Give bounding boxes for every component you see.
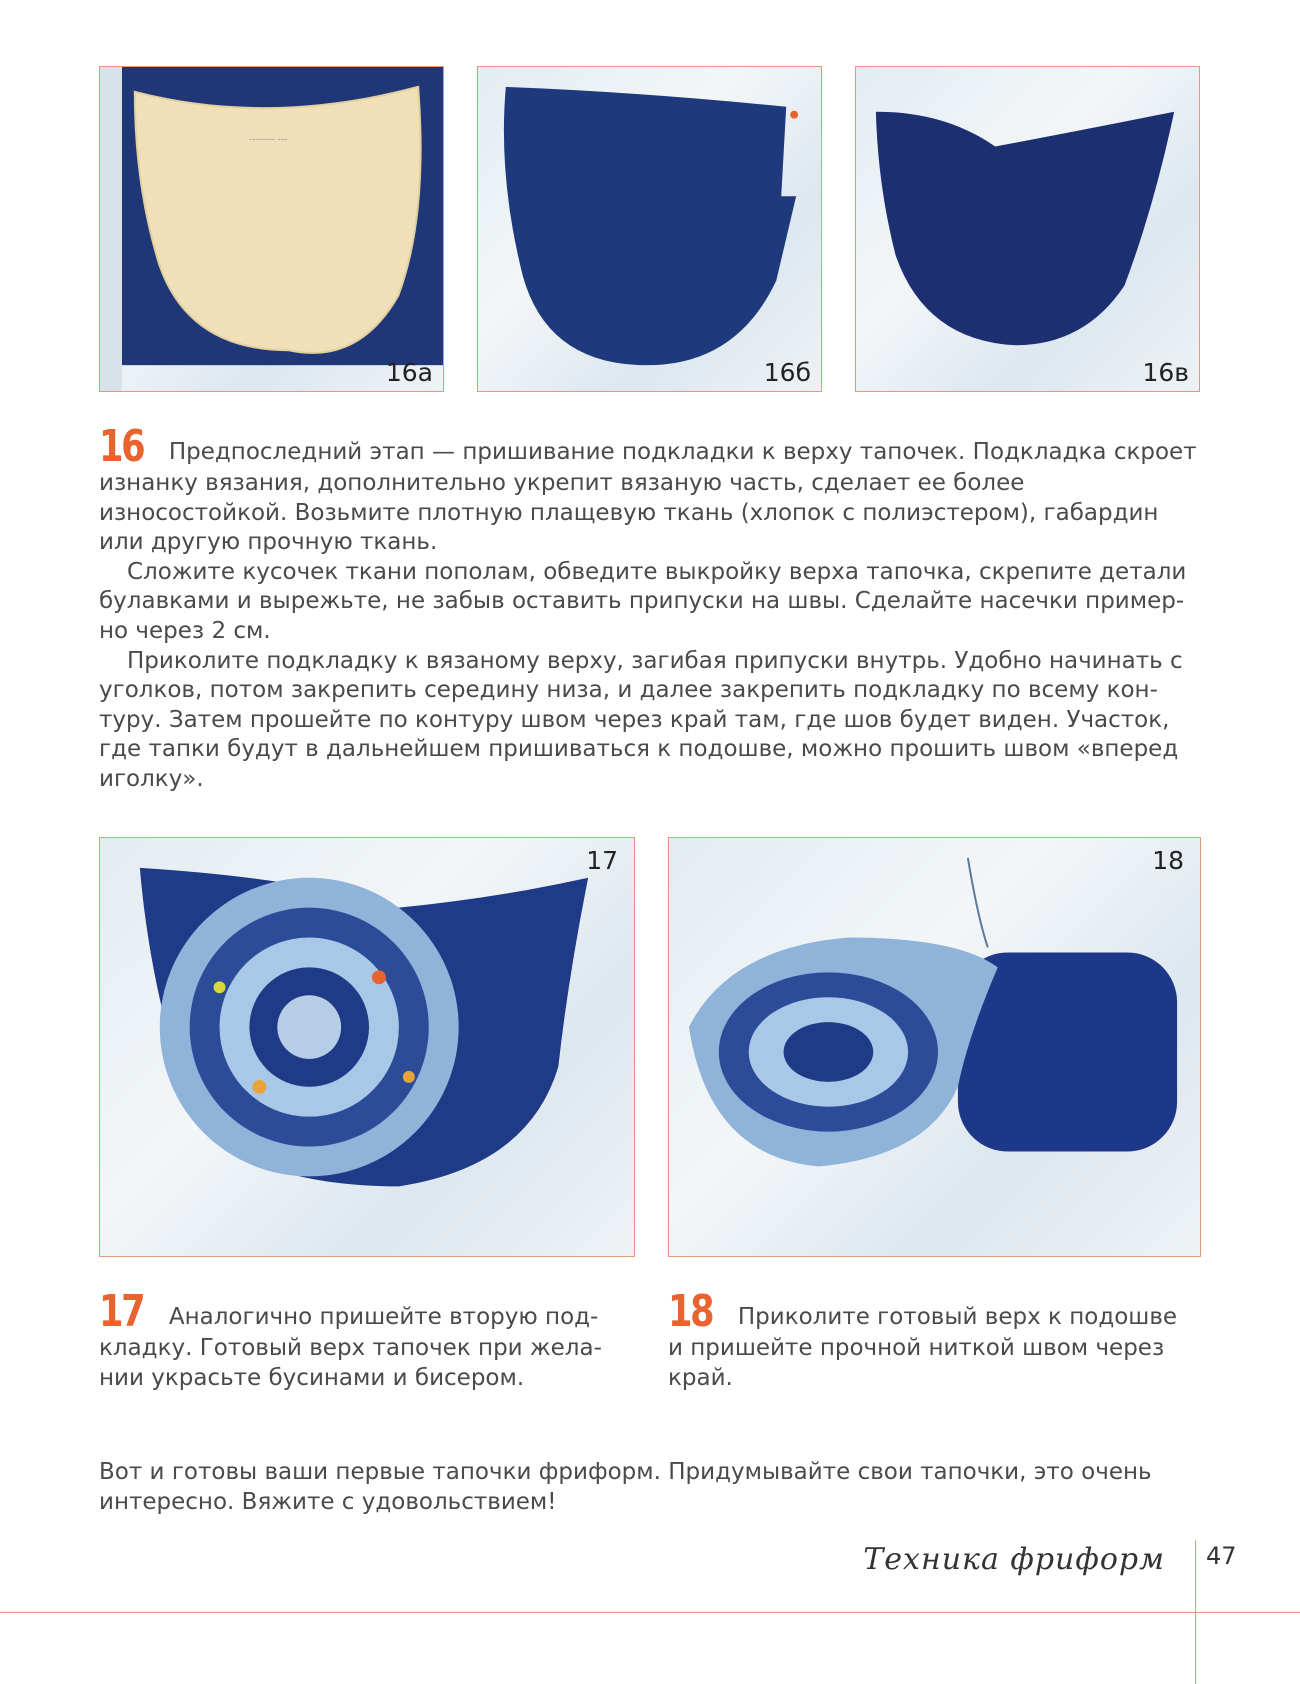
step-17-paragraph: Аналогично пришейте вторую под-кладку. Готовый верх тапочек при жела-нии украсьте бусинами и бисером. (99, 1304, 602, 1391)
step-18-text (668, 1286, 1188, 1393)
page-number: 47 (1206, 1542, 1237, 1570)
step-16-text (99, 421, 1204, 795)
photo-label: 17 (586, 846, 618, 875)
step-17-text (99, 1286, 619, 1393)
step-number: 16 (99, 421, 144, 472)
footer-vertical-divider (1195, 1540, 1196, 1684)
step-number: 18 (668, 1286, 713, 1337)
closing-text: Вот и готовы ваши первые тапочки фриформ. Придумывайте свои тапочки, это очень интересно. Вяжите с удовольствием! (99, 1459, 1152, 1515)
fabric-cutout-image (478, 67, 821, 391)
photo-18 (668, 837, 1201, 1257)
photo-16a (99, 66, 444, 392)
crochet-slipper-top-image (100, 838, 634, 1256)
photo-label: 18 (1152, 846, 1184, 875)
photo-label: 16а (385, 358, 433, 387)
crochet-slipper-assembled-image (669, 838, 1200, 1256)
step-number: 17 (99, 1286, 144, 1337)
photo-17 (99, 837, 635, 1257)
svg-text:-------- ---: -------- --- (249, 134, 288, 145)
running-footer-title: Техника фриформ (863, 1542, 1165, 1577)
footer-divider (0, 1612, 1300, 1613)
step-18-paragraph: Приколите готовый верх к подошве и пришейте прочной ниткой швом через край. (668, 1304, 1178, 1391)
photo-label: 16в (1142, 358, 1189, 387)
step-16-paragraph-3: Приколите подкладку к вязаному верху, загибая припуски внутрь. Удобно начинать с уголков, потом закрепить середину низа, и далее закрепить подкладку по всему кон-туру. Затем прошейте по контуру швом через край там, где шов будет виден. Участок, где тапки будут в дальнейшем пришиваться к подошве, можно прошить швом «вперед иголку». (99, 647, 1183, 792)
step-16-paragraph-2: Сложите кусочек ткани пополам, обведите выкройку верха тапочка, скрепите детали булавками и вырежьте, не забыв оставить припуски на швы. Сделайте насечки пример-но через 2 см. (99, 558, 1187, 644)
fabric-lining-image (856, 67, 1199, 391)
photo-16b (477, 66, 822, 392)
step-16-paragraph-1: Предпоследний этап — пришивание подкладки к верху тапочек. Подкладка скроет изнанку вязания, дополнительно укрепит вязаную часть, сделает ее более износостойкой. Возьмите плотную плащевую ткань (хлопок с полиэстером), габардин или другую прочную ткань. (99, 439, 1197, 556)
photo-16v (855, 66, 1200, 392)
fabric-with-pattern-image (100, 67, 443, 391)
photo-label: 16б (763, 358, 811, 387)
closing-paragraph (99, 1458, 1204, 1517)
